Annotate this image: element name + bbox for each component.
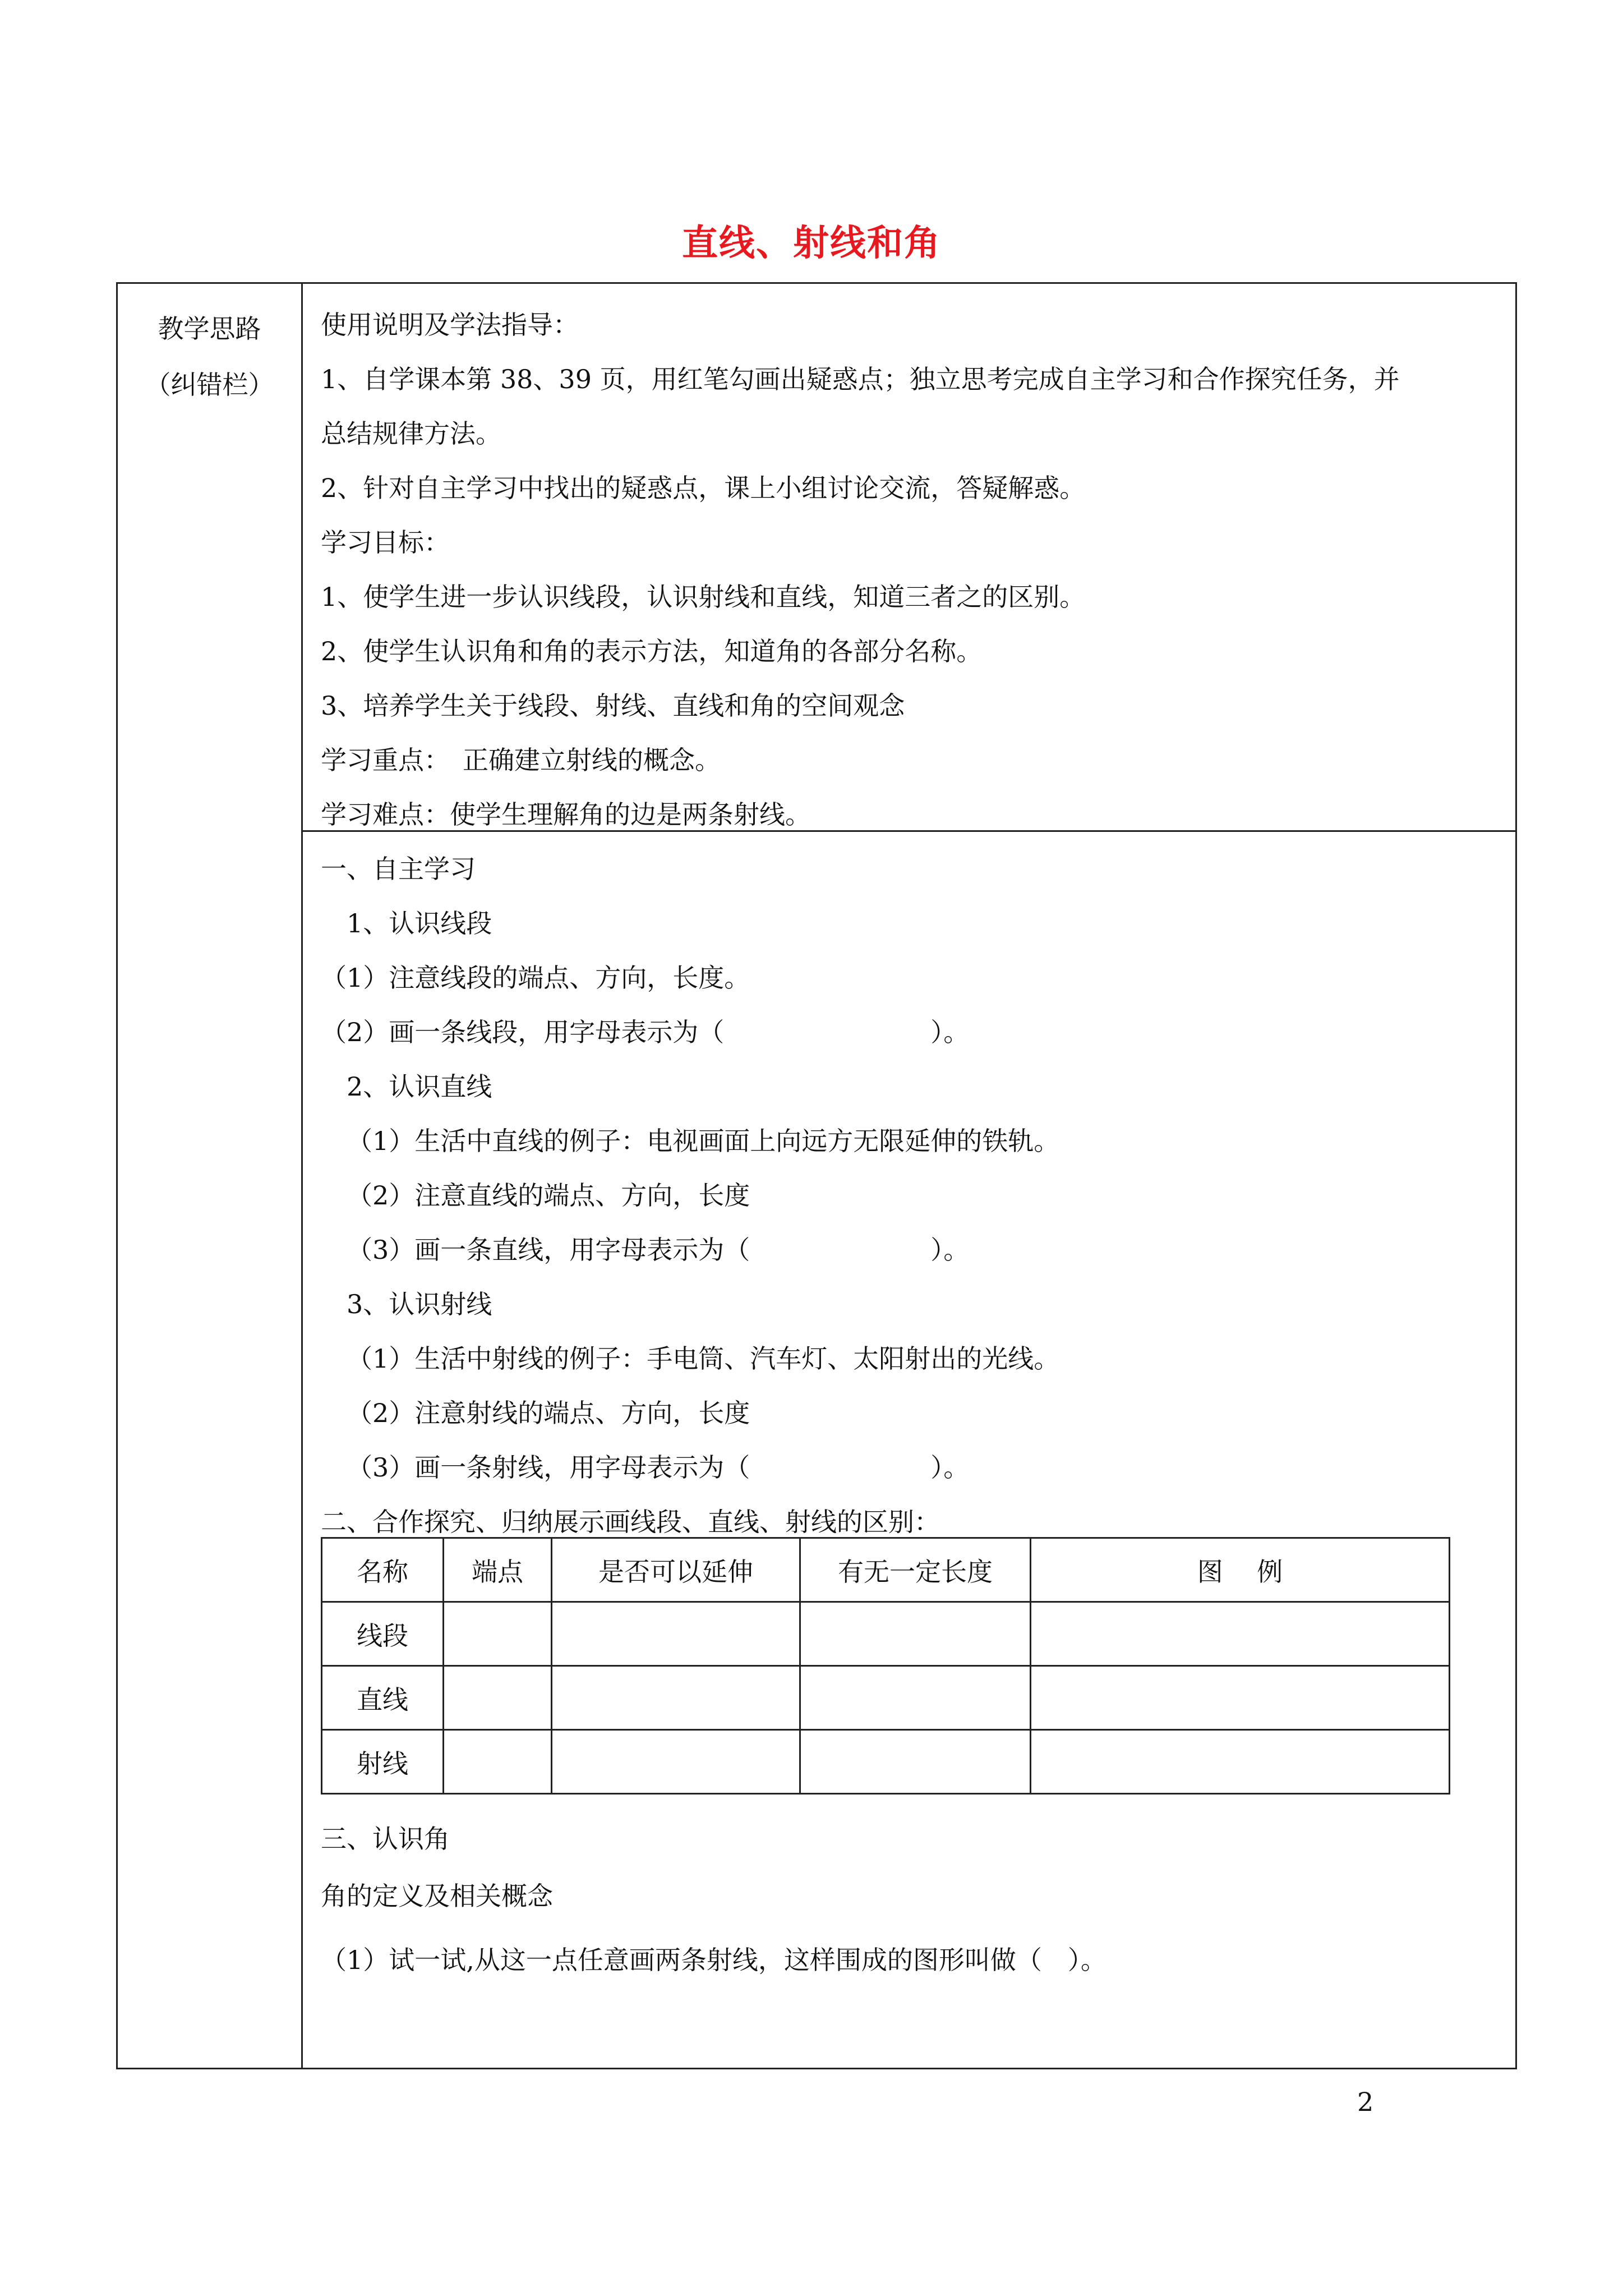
- study-item-1-2: （2）画一条线段，用字母表示为（ ）。: [321, 1017, 970, 1047]
- table-header-cell: 端点: [444, 1538, 552, 1602]
- page-number: 2: [1357, 2087, 1374, 2117]
- study-section: [321, 842, 1059, 1549]
- table-header-cell: 图 例: [1031, 1538, 1450, 1602]
- key-point: 学习重点： 正确建立射线的概念。: [321, 745, 721, 775]
- study-item-3-3: （3）画一条射线，用字母表示为（ ）。: [347, 1452, 970, 1483]
- goal-2: 2、使学生认识角和角的表示方法，知道角的各部分名称。: [321, 636, 983, 666]
- goal-3: 3、培养学生关于线段、射线、直线和角的空间观念: [321, 691, 905, 721]
- empty-cell[interactable]: [800, 1730, 1031, 1794]
- empty-cell[interactable]: [444, 1730, 552, 1794]
- study-subheading-2: 2、认识直线: [347, 1071, 492, 1102]
- notes-label-line1: 教学思路: [158, 314, 261, 344]
- guide-section: [321, 298, 1400, 842]
- study-item-2-2: （2）注意直线的端点、方向，长度: [347, 1180, 750, 1211]
- guide-item-2: 2、针对自主学习中找出的疑惑点，课上小组讨论交流，答疑解惑。: [321, 473, 1086, 503]
- table-header-cell: 名称: [322, 1538, 444, 1602]
- empty-cell[interactable]: [552, 1602, 800, 1666]
- empty-cell[interactable]: [1031, 1666, 1450, 1730]
- comparison-table: [321, 1537, 1450, 1795]
- notes-label-line2: （纠错栏）: [145, 370, 274, 400]
- guide-item-1a: 1、自学课本第 38、39 页，用红笔勾画出疑惑点；独立思考完成自主学习和合作探究任务，并: [321, 364, 1400, 394]
- column-divider: [301, 284, 303, 2068]
- angle-definition: 角的定义及相关概念: [321, 1881, 553, 1911]
- study-item-2-1: （1）生活中直线的例子：电视画面上向远方无限延伸的铁轨。: [347, 1126, 1060, 1156]
- empty-cell[interactable]: [1031, 1602, 1450, 1666]
- row-label: 线段: [322, 1602, 444, 1666]
- table-header-row: [322, 1538, 1450, 1602]
- table-row: [322, 1666, 1450, 1730]
- table-row: [322, 1602, 1450, 1666]
- table-row: [322, 1730, 1450, 1794]
- row-label: 直线: [322, 1666, 444, 1730]
- guide-heading: 使用说明及学法指导：: [321, 310, 579, 340]
- study-subheading-1: 1、认识线段: [347, 908, 492, 938]
- study-item-3-2: （2）注意射线的端点、方向，长度: [347, 1398, 750, 1428]
- goal-1: 1、使学生进一步认识线段，认识射线和直线，知道三者之的区别。: [321, 582, 1086, 612]
- empty-cell[interactable]: [444, 1666, 552, 1730]
- guide-item-1b: 总结规律方法。: [321, 418, 501, 449]
- study-item-1-1: （1）注意线段的端点、方向，长度。: [321, 963, 750, 993]
- empty-cell[interactable]: [800, 1666, 1031, 1730]
- angle-question-1: （1）试一试,从这一点任意画两条射线，这样围成的图形叫做（ ）。: [321, 1945, 1106, 1975]
- empty-cell[interactable]: [1031, 1730, 1450, 1794]
- angle-heading: 三、认识角: [321, 1824, 450, 1854]
- difficulty: 学习难点：使学生理解角的边是两条射线。: [321, 799, 811, 830]
- coop-heading: 二、合作探究、归纳展示画线段、直线、射线的区别：: [321, 1507, 940, 1537]
- empty-cell[interactable]: [444, 1602, 552, 1666]
- document-title: 直线、射线和角: [682, 222, 941, 264]
- study-item-2-3: （3）画一条直线，用字母表示为（ ）。: [347, 1235, 970, 1265]
- study-subheading-3: 3、认识射线: [347, 1289, 492, 1319]
- goals-heading: 学习目标：: [321, 527, 450, 558]
- study-item-3-1: （1）生活中射线的例子：手电筒、汽车灯、太阳射出的光线。: [347, 1343, 1060, 1374]
- empty-cell[interactable]: [800, 1602, 1031, 1666]
- empty-cell[interactable]: [552, 1730, 800, 1794]
- row-label: 射线: [322, 1730, 444, 1794]
- lesson-table: [116, 282, 1517, 2069]
- table-header-cell: 是否可以延伸: [552, 1538, 800, 1602]
- notes-column-label: [118, 301, 301, 413]
- study-heading: 一、自主学习: [321, 854, 476, 884]
- empty-cell[interactable]: [552, 1666, 800, 1730]
- table-header-cell: 有无一定长度: [800, 1538, 1031, 1602]
